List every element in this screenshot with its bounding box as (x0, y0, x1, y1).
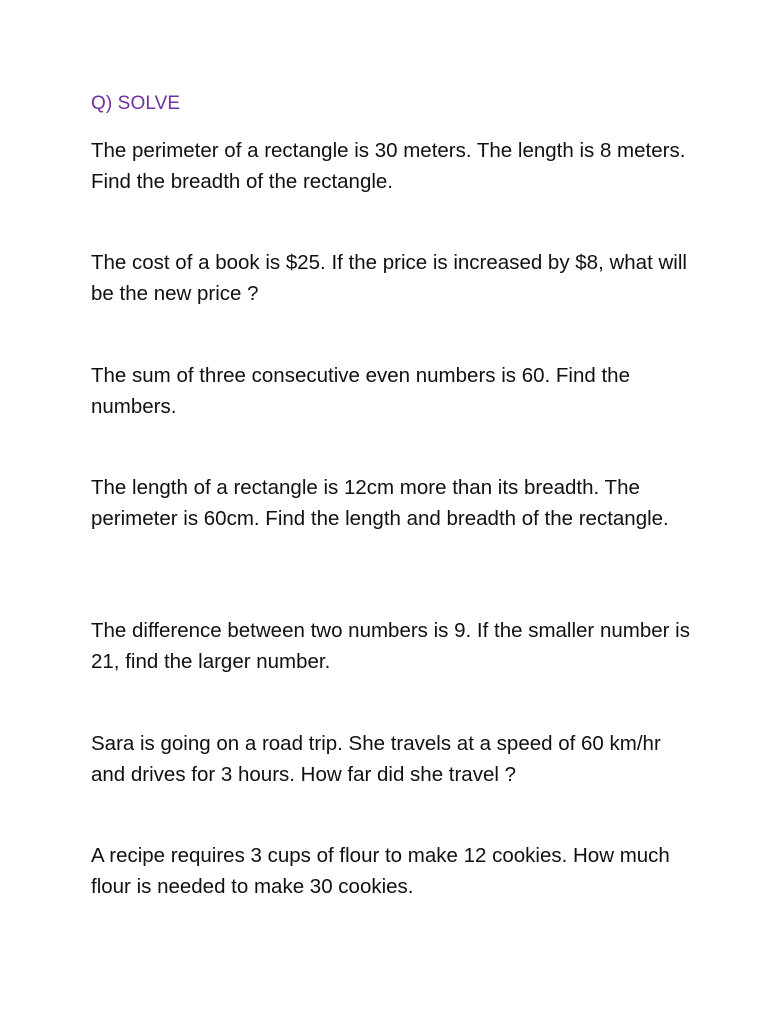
question-2: The cost of a book is $25. If the price is increased by $8, what will be the new price ? (91, 251, 687, 305)
question-5: The difference between two numbers is 9. If the smaller number is 21, find the larger number. (91, 619, 690, 673)
question-3: The sum of three consecutive even numbers is 60. Find the numbers. (91, 364, 630, 418)
question-1: The perimeter of a rectangle is 30 meters. The length is 8 meters. Find the breadth of the rectangle. (91, 139, 686, 193)
question-7: A recipe requires 3 cups of flour to make 12 cookies. How much flour is needed to make 30 cookies. (91, 844, 670, 898)
worksheet-heading: Q) SOLVE (91, 93, 181, 114)
question-6: Sara is going on a road trip. She travels at a speed of 60 km/hr and drives for 3 hours. How far did she travel ? (91, 732, 661, 786)
question-4: The length of a rectangle is 12cm more than its breadth. The perimeter is 60cm. Find the length and breadth of the rectangle. (91, 476, 669, 530)
